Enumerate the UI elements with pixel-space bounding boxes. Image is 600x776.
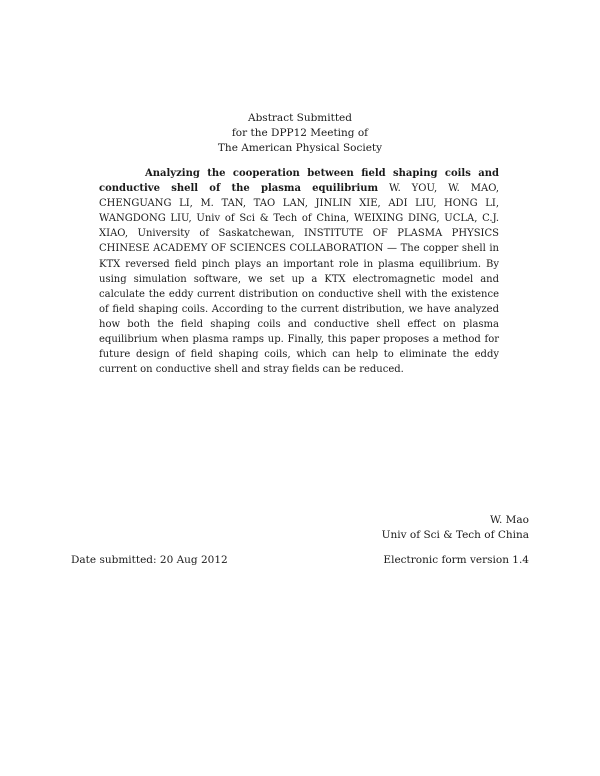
- abstract-title: Analyzing the cooperation between field shaping coils and conductive shell of the plasma equilibrium: [99, 168, 499, 195]
- signature-institution: Univ of Sci & Tech of China: [381, 529, 529, 541]
- header-line-abstract-submitted: Abstract Submitted: [248, 112, 352, 124]
- abstract-body: The copper shell in KTX reversed field pinch plays an important role in plasma equilibrium. By using simulation software, we set up a KTX electromagnetic model and calculate the eddy current distribution on conductive shell with the existence of field shaping coils. According to the current distribution, we have analyzed how both the field shaping coils and conductive shell effect on plasma equilibrium when plasma ramps up. Finally, this paper proposes a method for future design of field shaping coils, which can help to eliminate the eddy current on conductive shell and stray fields can be reduced.: [99, 243, 499, 376]
- abstract-authors: W. YOU, W. MAO, CHENGUANG LI, M. TAN, TAO LAN, JINLIN XIE, ADI LIU, HONG LI, WANGDONG LIU, Univ of Sci & Tech of China, WEIXING DING, UCLA, C.J. XIAO, University of Saskatchewan, INSTITUTE OF PLASMA PHYSICS CHINESE ACADEMY OF SCIENCES COLLABORATION: [99, 183, 499, 255]
- header-line-society: The American Physical Society: [217, 142, 383, 154]
- signature-name: W. Mao: [490, 514, 529, 526]
- abstract-separator: —: [383, 243, 401, 255]
- date-submitted: Date submitted: 20 Aug 2012: [71, 554, 228, 566]
- form-version: Electronic form version 1.4: [383, 554, 529, 566]
- abstract-paragraph: [99, 166, 499, 377]
- submission-header: [0, 111, 600, 156]
- header-line-meeting: for the DPP12 Meeting of: [231, 127, 369, 139]
